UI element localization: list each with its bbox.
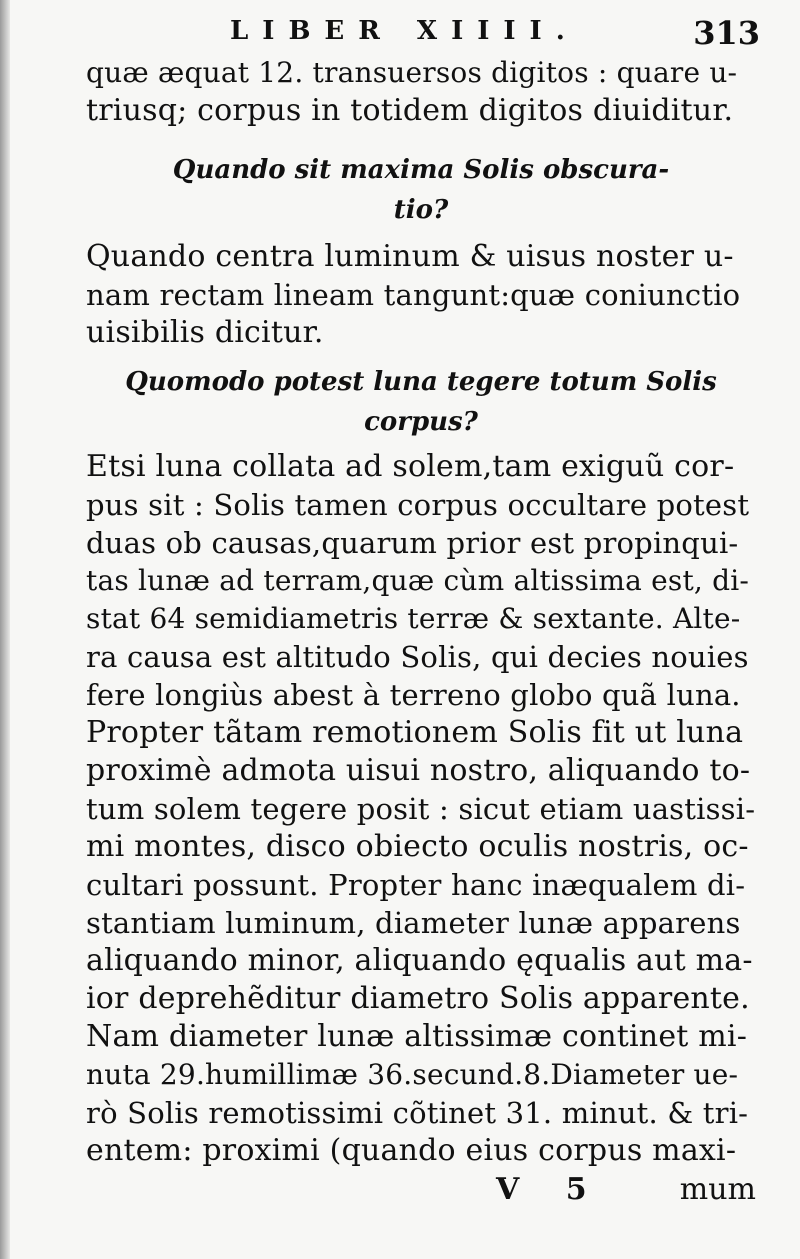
- text-line: quæ æquat 12. transuersos digitos : quare u-: [86, 56, 738, 89]
- text-line: rò Solis remotissimi cõtinet 31. minut. & tri-: [86, 1096, 749, 1130]
- text-line: triusq; corpus in totidem digitos diuiditur.: [86, 93, 734, 128]
- section-heading-1: [86, 150, 756, 230]
- section-heading-2: [86, 362, 756, 442]
- paragraph-3: [86, 448, 756, 1170]
- text-line: Etsi luna collata ad solem,tam exiguũ cor-: [86, 449, 735, 484]
- running-head: LIBER XIIII.: [230, 16, 579, 46]
- text-line: stat 64 semidiametris terræ & sextante. Alte-: [86, 602, 741, 635]
- text-line: mi montes, disco obiecto oculis nostris, oc-: [86, 829, 749, 864]
- page-footer: [86, 1172, 756, 1212]
- heading-line: Quando sit maxima Solis obscura-: [172, 155, 670, 185]
- catchword: mum: [679, 1172, 756, 1207]
- text-line: pus sit : Solis tamen corpus occultare potest: [86, 488, 750, 522]
- text-line: Nam diameter lunæ altissimæ continet mi-: [86, 1019, 748, 1054]
- text-line: cultari possunt. Propter hanc inæqualem di-: [86, 868, 746, 902]
- text-line: nam rectam lineam tangunt:quæ coniunctio: [86, 278, 741, 312]
- text-line: nuta 29.humillimæ 36.secund.8.Diameter ue-: [86, 1058, 739, 1091]
- heading-line: tio?: [393, 195, 449, 225]
- paragraph-2: [86, 238, 756, 352]
- page-gutter-shadow: [0, 0, 10, 1259]
- heading-line: corpus?: [364, 407, 478, 437]
- text-line: tum solem tegere posit : sicut etiam uastissi-: [86, 792, 756, 826]
- text-line: Quando centra luminum & uisus noster u-: [86, 239, 734, 274]
- text-line: uisibilis dicitur.: [86, 315, 324, 350]
- text-line: tas lunæ ad terram,quæ cùm altissima est, di-: [86, 564, 750, 597]
- signature-mark: V 5: [496, 1172, 605, 1207]
- text-line: stantiam luminum, diameter lunæ apparens: [86, 906, 741, 940]
- text-line: aliquando minor, aliquando ęqualis aut ma-: [86, 943, 753, 978]
- text-line: proximè admota uisui nostro, aliquando to-: [86, 753, 751, 788]
- page-number: 313: [693, 14, 760, 52]
- text-line: fere longiùs abest à terreno globo quã luna.: [86, 678, 741, 712]
- paragraph-1: [86, 54, 756, 130]
- text-line: duas ob causas,quarum prior est propinqui-: [86, 526, 739, 560]
- text-line: Propter tãtam remotionem Solis fit ut luna: [86, 715, 744, 750]
- page-header: [220, 14, 760, 54]
- text-line: entem: proximi (quando eius corpus maxi-: [86, 1133, 737, 1168]
- text-line: ra causa est altitudo Solis, qui decies nouies: [86, 640, 749, 674]
- heading-line: Quomodo potest luna tegere totum Solis: [125, 367, 717, 397]
- text-line: ior deprehẽditur diametro Solis apparente.: [86, 981, 750, 1016]
